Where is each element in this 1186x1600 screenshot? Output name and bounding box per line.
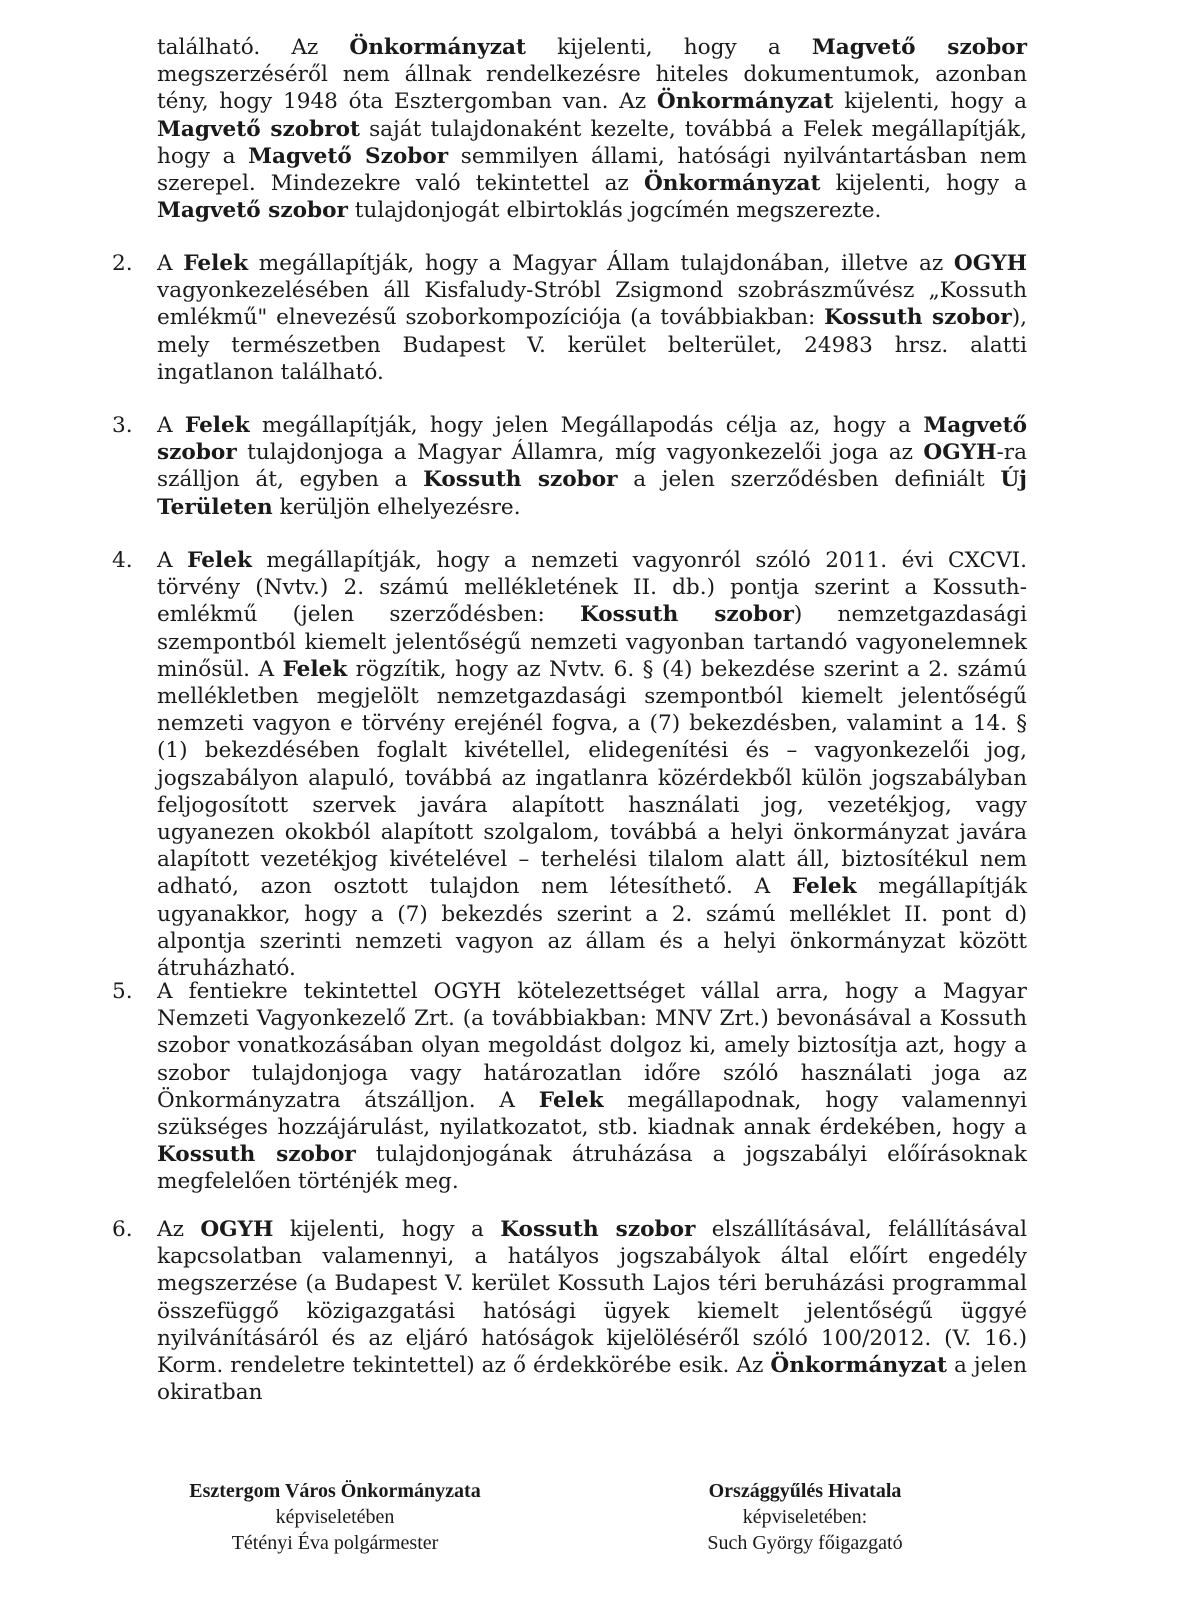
paragraph-1-continuation xyxy=(157,34,1027,224)
signatory-organization: Esztergom Város Önkormányzata xyxy=(189,1480,481,1502)
bold-term: Önkormányzat xyxy=(770,1353,947,1379)
text-run: kijelenti, hogy a xyxy=(820,171,1028,197)
signatory-role: képviseletében: xyxy=(742,1506,868,1528)
text-run: a jelen szerződésben definiált xyxy=(617,467,1001,493)
signature-block-right xyxy=(640,1478,970,1556)
bold-term: Új Területen xyxy=(157,467,1027,520)
text-run: megállapítják, hogy a Magyar Állam tulajdonában, illetve az xyxy=(248,251,954,276)
paragraph-text xyxy=(157,978,1027,1196)
text-run: kijelenti, hogy a xyxy=(833,89,1027,115)
text-run: kijelenti, hogy a xyxy=(273,1217,501,1242)
text-run: elszállításával, felállításával kapcsolatban valamennyi, a hatályos jogszabályok által előírt engedély megszerzése (a Budapest V. kerület Kossuth Lajos téri beruházási programmal összefüggő közigazgatási hatósági ügyek kiemelt jelentőségű üggyé nyilvánításáról és az eljáró hatóságok kijelöléséről szóló 100/2012. (V. 16.) Korm. rendeletre tekintettel) az ő érdekkörébe esik. Az xyxy=(157,1217,1027,1379)
bold-term: Magvető szobor xyxy=(157,198,348,224)
text-run: a jelen okiratban xyxy=(157,1353,1028,1406)
bold-term: Kossuth szobor xyxy=(157,1142,356,1168)
text-run: tulajdonjoga a Magyar Államra, míg vagyonkezelői joga az xyxy=(236,440,924,466)
bold-term: OGYH xyxy=(953,251,1027,276)
paragraph-number: 4. xyxy=(112,548,133,573)
bold-term: Kossuth szobor xyxy=(824,305,1012,331)
paragraph-text xyxy=(157,250,1027,386)
paragraph-number: 2. xyxy=(112,251,133,276)
signature-block-left xyxy=(130,1478,540,1556)
paragraph-number: 5. xyxy=(112,979,133,1004)
text-run: A xyxy=(157,413,185,438)
text-run: Az xyxy=(157,1217,201,1242)
paragraph-number: 3. xyxy=(112,413,133,438)
text-run: megállapítják, hogy a nemzeti vagyonról szóló 2011. évi CXCVI. törvény (Nvtv.) 2. számú mellékletének II. db.) pontja szerint a Kossuth-emlékmű (jelen szerződésben: xyxy=(157,548,1028,628)
bold-term: Önkormányzat xyxy=(656,89,834,115)
text-run: rögzítik, hogy az Nvtv. 6. § (4) bekezdése szerint a 2. számú mellékletben megjelölt nemzetgazdasági szempontból kiemelt jelentőségű nemzeti vagyon e törvény erejénél fogva, a (7) bekezdésben, valamint a 14. § (1) bekezdésében foglalt kivétellel, elidegenítési és – vagyonkezelői jog, jogszabályon alapuló, továbbá az ingatlanra közérdekből külön jogszabályban feljogosított szervek javára alapított használati jog, vezetékjog, vagy ugyanezen okokból alapított szolgalom, továbbá a helyi önkormányzat javára alapított vezetékjog kivételével – terhelési tilalom alatt áll, biztosítékul nem adható, azon osztott tulajdon nem létesíthető. A xyxy=(157,656,1027,900)
text-run: megállapítják, hogy jelen Megállapodás célja az, hogy a xyxy=(249,413,924,438)
bold-term: Kossuth szobor xyxy=(500,1217,696,1242)
paragraph-5 xyxy=(112,978,1027,1196)
text-run: saját tulajdonaként kezelte, továbbá a Felek megállapítják, hogy a xyxy=(157,116,1028,169)
bold-term: Magvető szobor xyxy=(811,35,1027,60)
paragraph-text xyxy=(157,1216,1027,1406)
bold-term: Felek xyxy=(187,548,252,573)
text-run: semmilyen állami, hatósági nyilvántartásban nem szerepel. Mindezekre való tekintettel az xyxy=(157,143,1027,197)
bold-term: Magvető szobrot xyxy=(157,116,361,142)
paragraph-2 xyxy=(112,250,1027,386)
bold-term: OGYH xyxy=(200,1217,274,1242)
signatory-person: Such György főigazgató xyxy=(707,1532,903,1554)
text-run: A xyxy=(157,548,188,573)
text-run: megállapítják ugyanakkor, hogy a (7) bekezdés szerint a 2. számú melléklet II. pont d) alpontja szerinti nemzeti vagyon az állam és a helyi önkormányzat között átruházható. xyxy=(157,874,1027,982)
bold-term: Felek xyxy=(791,874,857,900)
text-run: megállapodnak, hogy valamennyi szükséges hozzájárulást, nyilatkozatot, stb. kiadnak annak érdekében, hogy a xyxy=(157,1087,1027,1141)
bold-term: Önkormányzat xyxy=(643,171,821,197)
text-run: kerüljön elhelyezésre. xyxy=(272,494,521,520)
bold-term: Kossuth szobor xyxy=(423,467,618,493)
bold-term: Magvető Szobor xyxy=(248,143,449,169)
text-run: található. Az xyxy=(157,35,350,60)
paragraph-4 xyxy=(112,547,1028,982)
bold-term: Felek xyxy=(282,656,348,682)
text-run: vagyonkezelésében áll Kisfaludy-Stróbl Zsigmond szobrászművész „Kossuth emlékmű" elnevezésű szoborkompozíciója (a továbbiakban: xyxy=(157,278,1027,331)
text-run: A xyxy=(157,251,184,276)
bold-term: Kossuth szobor xyxy=(579,602,794,628)
paragraph-number: 6. xyxy=(112,1217,133,1242)
text-run: megszerzéséről nem állnak rendelkezésre hiteles dokumentumok, azonban tény, hogy 1948 óta Esztergomban van. Az xyxy=(157,62,1027,115)
signatory-role: képviseletében xyxy=(275,1506,395,1528)
text-run: tulajdonjogát elbirtoklás jogcímén megszerezte. xyxy=(347,198,882,224)
paragraph-6 xyxy=(112,1216,1028,1406)
bold-term: OGYH xyxy=(923,440,997,466)
signatory-person: Tétényi Éva polgármester xyxy=(231,1532,439,1554)
bold-term: Felek xyxy=(184,413,250,438)
bold-term: Felek xyxy=(538,1087,604,1113)
text-run: A fentiekre tekintettel OGYH kötelezettséget vállal arra, hogy a Magyar Nemzeti Vagyonkezelő Zrt. (a továbbiakban: MNV Zrt.) bevonásával a Kossuth szobor vonatkozásában olyan megoldást dolgoz ki, amely biztosítja azt, hogy a szobor tulajdonjoga vagy határozatlan időre szóló használati joga az Önkormányzatra átszálljon. A xyxy=(157,979,1027,1113)
bold-term: Felek xyxy=(183,251,249,276)
text-run: ) nemzetgazdasági szempontból kiemelt jelentőségű nemzeti vagyonban tartandó vagyonelemnek minősül. A xyxy=(157,602,1027,682)
text-run: kijelenti, hogy a xyxy=(526,35,812,60)
text-run: ), mely természetben Budapest V. kerület belterület, 24983 hrsz. alatti ingatlanon található. xyxy=(157,305,1027,385)
paragraph-text xyxy=(157,412,1027,521)
signatory-organization: Országgyűlés Hivatala xyxy=(708,1480,902,1502)
paragraph-text xyxy=(157,547,1027,982)
bold-term: Magvető szobor xyxy=(157,413,1027,466)
paragraph-3 xyxy=(112,412,1027,521)
text-run: -ra szálljon át, egyben a xyxy=(157,440,1027,493)
bold-term: Önkormányzat xyxy=(349,35,526,60)
text-run: tulajdonjogának átruházása a jogszabályi előírásoknak megfelelően történjék meg. xyxy=(157,1142,1027,1195)
